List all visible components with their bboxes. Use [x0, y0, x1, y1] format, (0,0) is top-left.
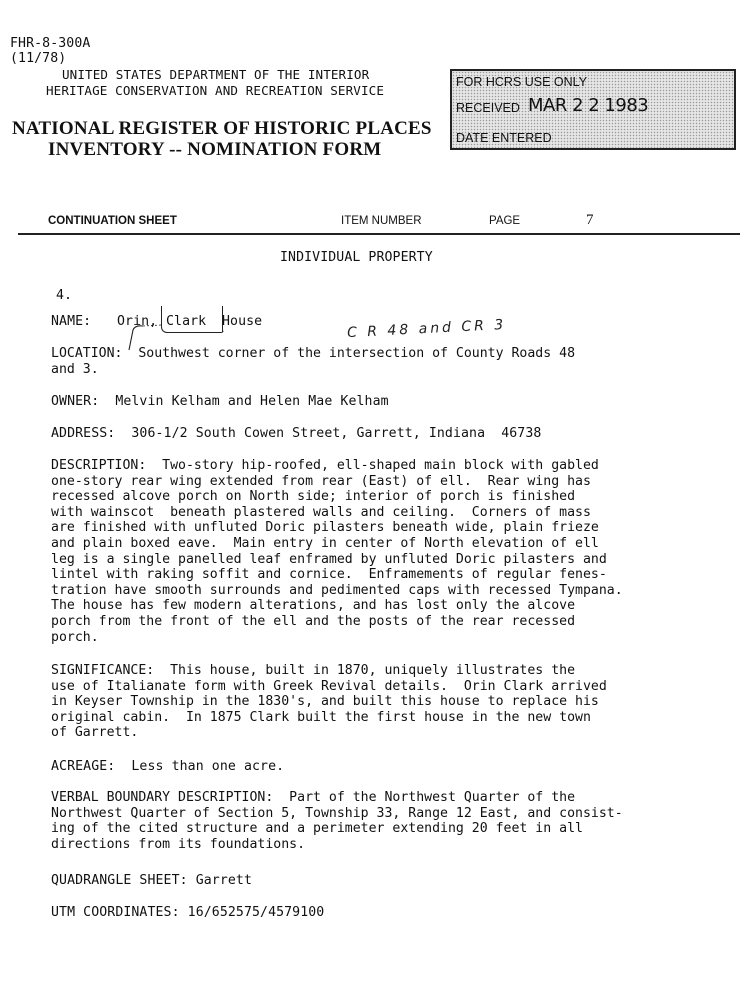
address-line: ADDRESS: 306-1/2 South Cowen Street, Garrett, Indiana 46738 [51, 426, 542, 441]
description-line: lintel with raking soffit and cornice. Enframements of regular fenes- [51, 567, 607, 583]
significance-line: original cabin. In 1875 Clark built the first house in the new town [51, 709, 591, 725]
name-last: Clark [166, 314, 207, 329]
agency-line-1: UNITED STATES DEPARTMENT OF THE INTERIOR [62, 67, 370, 82]
handwritten-road-note: C R 48 and CR 3 [346, 316, 507, 342]
significance-line: in Keyser Township in the 1830's, and built this house to replace his [51, 694, 599, 710]
description-line: recessed alcove porch on North side; interior of porch is finished [51, 489, 576, 505]
acreage-line: ACREAGE: Less than one acre. [51, 759, 285, 774]
page-number: 7 [586, 212, 594, 228]
significance-line: use of Italianate form with Greek Revival details. Orin Clark arrived [51, 678, 607, 694]
section-heading: INDIVIDUAL PROPERTY [280, 250, 433, 265]
description-line: and plain boxed eave. Main entry in center of North elevation of ell [51, 535, 599, 551]
form-date: (11/78) [10, 51, 67, 66]
description-line: DESCRIPTION: Two-story hip-roofed, ell-shaped main block with gabled [51, 458, 599, 473]
hcrs-use-only-label: FOR HCRS USE ONLY [456, 75, 588, 89]
entry-number: 4. [56, 288, 73, 303]
location-line-1: LOCATION: Southwest corner of the intersection of County Roads 48 [51, 346, 576, 361]
description-line: one-story rear wing extended from rear (East) of ell. Rear wing has [51, 473, 591, 489]
quadrangle-line: QUADRANGLE SHEET: Garrett [51, 873, 252, 888]
boundary-line: directions from its foundations. [51, 836, 306, 852]
name-first: Orin, [117, 314, 158, 329]
form-title-line-2: INVENTORY -- NOMINATION FORM [48, 139, 382, 160]
received-date-stamp: MAR 2 2 1983 [528, 95, 649, 116]
significance-line: SIGNIFICANCE: This house, built in 1870, uniquely illustrates the [51, 663, 576, 678]
name-house: House [222, 314, 263, 329]
date-entered-label: DATE ENTERED [456, 131, 552, 145]
description-line: The house has few modern alterations, and has lost only the alcove [51, 598, 576, 614]
description-block [51, 458, 741, 645]
description-line: are finished with unfluted Doric pilasters beneath wide, plain frieze [51, 520, 599, 536]
boundary-line: Northwest Quarter of Section 5, Township 33, Range 12 East, and consist- [51, 805, 623, 821]
item-number-label: ITEM NUMBER [341, 215, 422, 227]
owner-line: OWNER: Melvin Kelham and Helen Mae Kelham [51, 394, 389, 409]
description-line: porch from the front of the ell and the posts of the rear recessed [51, 613, 576, 629]
form-id: FHR-8-300A [10, 36, 91, 51]
form-title-line-1: NATIONAL REGISTER OF HISTORIC PLACES [12, 118, 432, 139]
significance-line: of Garrett. [51, 725, 139, 741]
description-line: with wainscot beneath plastered walls and ceiling. Corners of mass [51, 504, 591, 520]
utm-line: UTM COORDINATES: 16/652575/4579100 [51, 905, 325, 920]
description-line: tration have smooth surrounds and pedimented caps with recessed Tympana. [51, 582, 623, 598]
agency-line-2: HERITAGE CONSERVATION AND RECREATION SERVICE [46, 83, 385, 98]
boundary-block [51, 790, 741, 852]
boundary-line: VERBAL BOUNDARY DESCRIPTION: Part of the Northwest Quarter of the [51, 790, 576, 805]
description-line: porch. [51, 629, 99, 645]
name-label: NAME: [51, 314, 92, 329]
significance-block [51, 663, 741, 741]
boundary-line: ing of the cited structure and a perimeter extending 20 feet in all [51, 821, 583, 837]
received-label: RECEIVED [456, 101, 520, 115]
location-block [51, 346, 741, 377]
hcrs-use-box [450, 69, 736, 150]
continuation-sheet-label: CONTINUATION SHEET [48, 215, 177, 227]
page-label: PAGE [489, 215, 521, 227]
location-line-2: and 3. [51, 361, 99, 377]
description-line: leg is a single panelled leaf enframed by unfluted Doric pilasters and [51, 551, 607, 567]
continuation-rule [18, 233, 740, 235]
